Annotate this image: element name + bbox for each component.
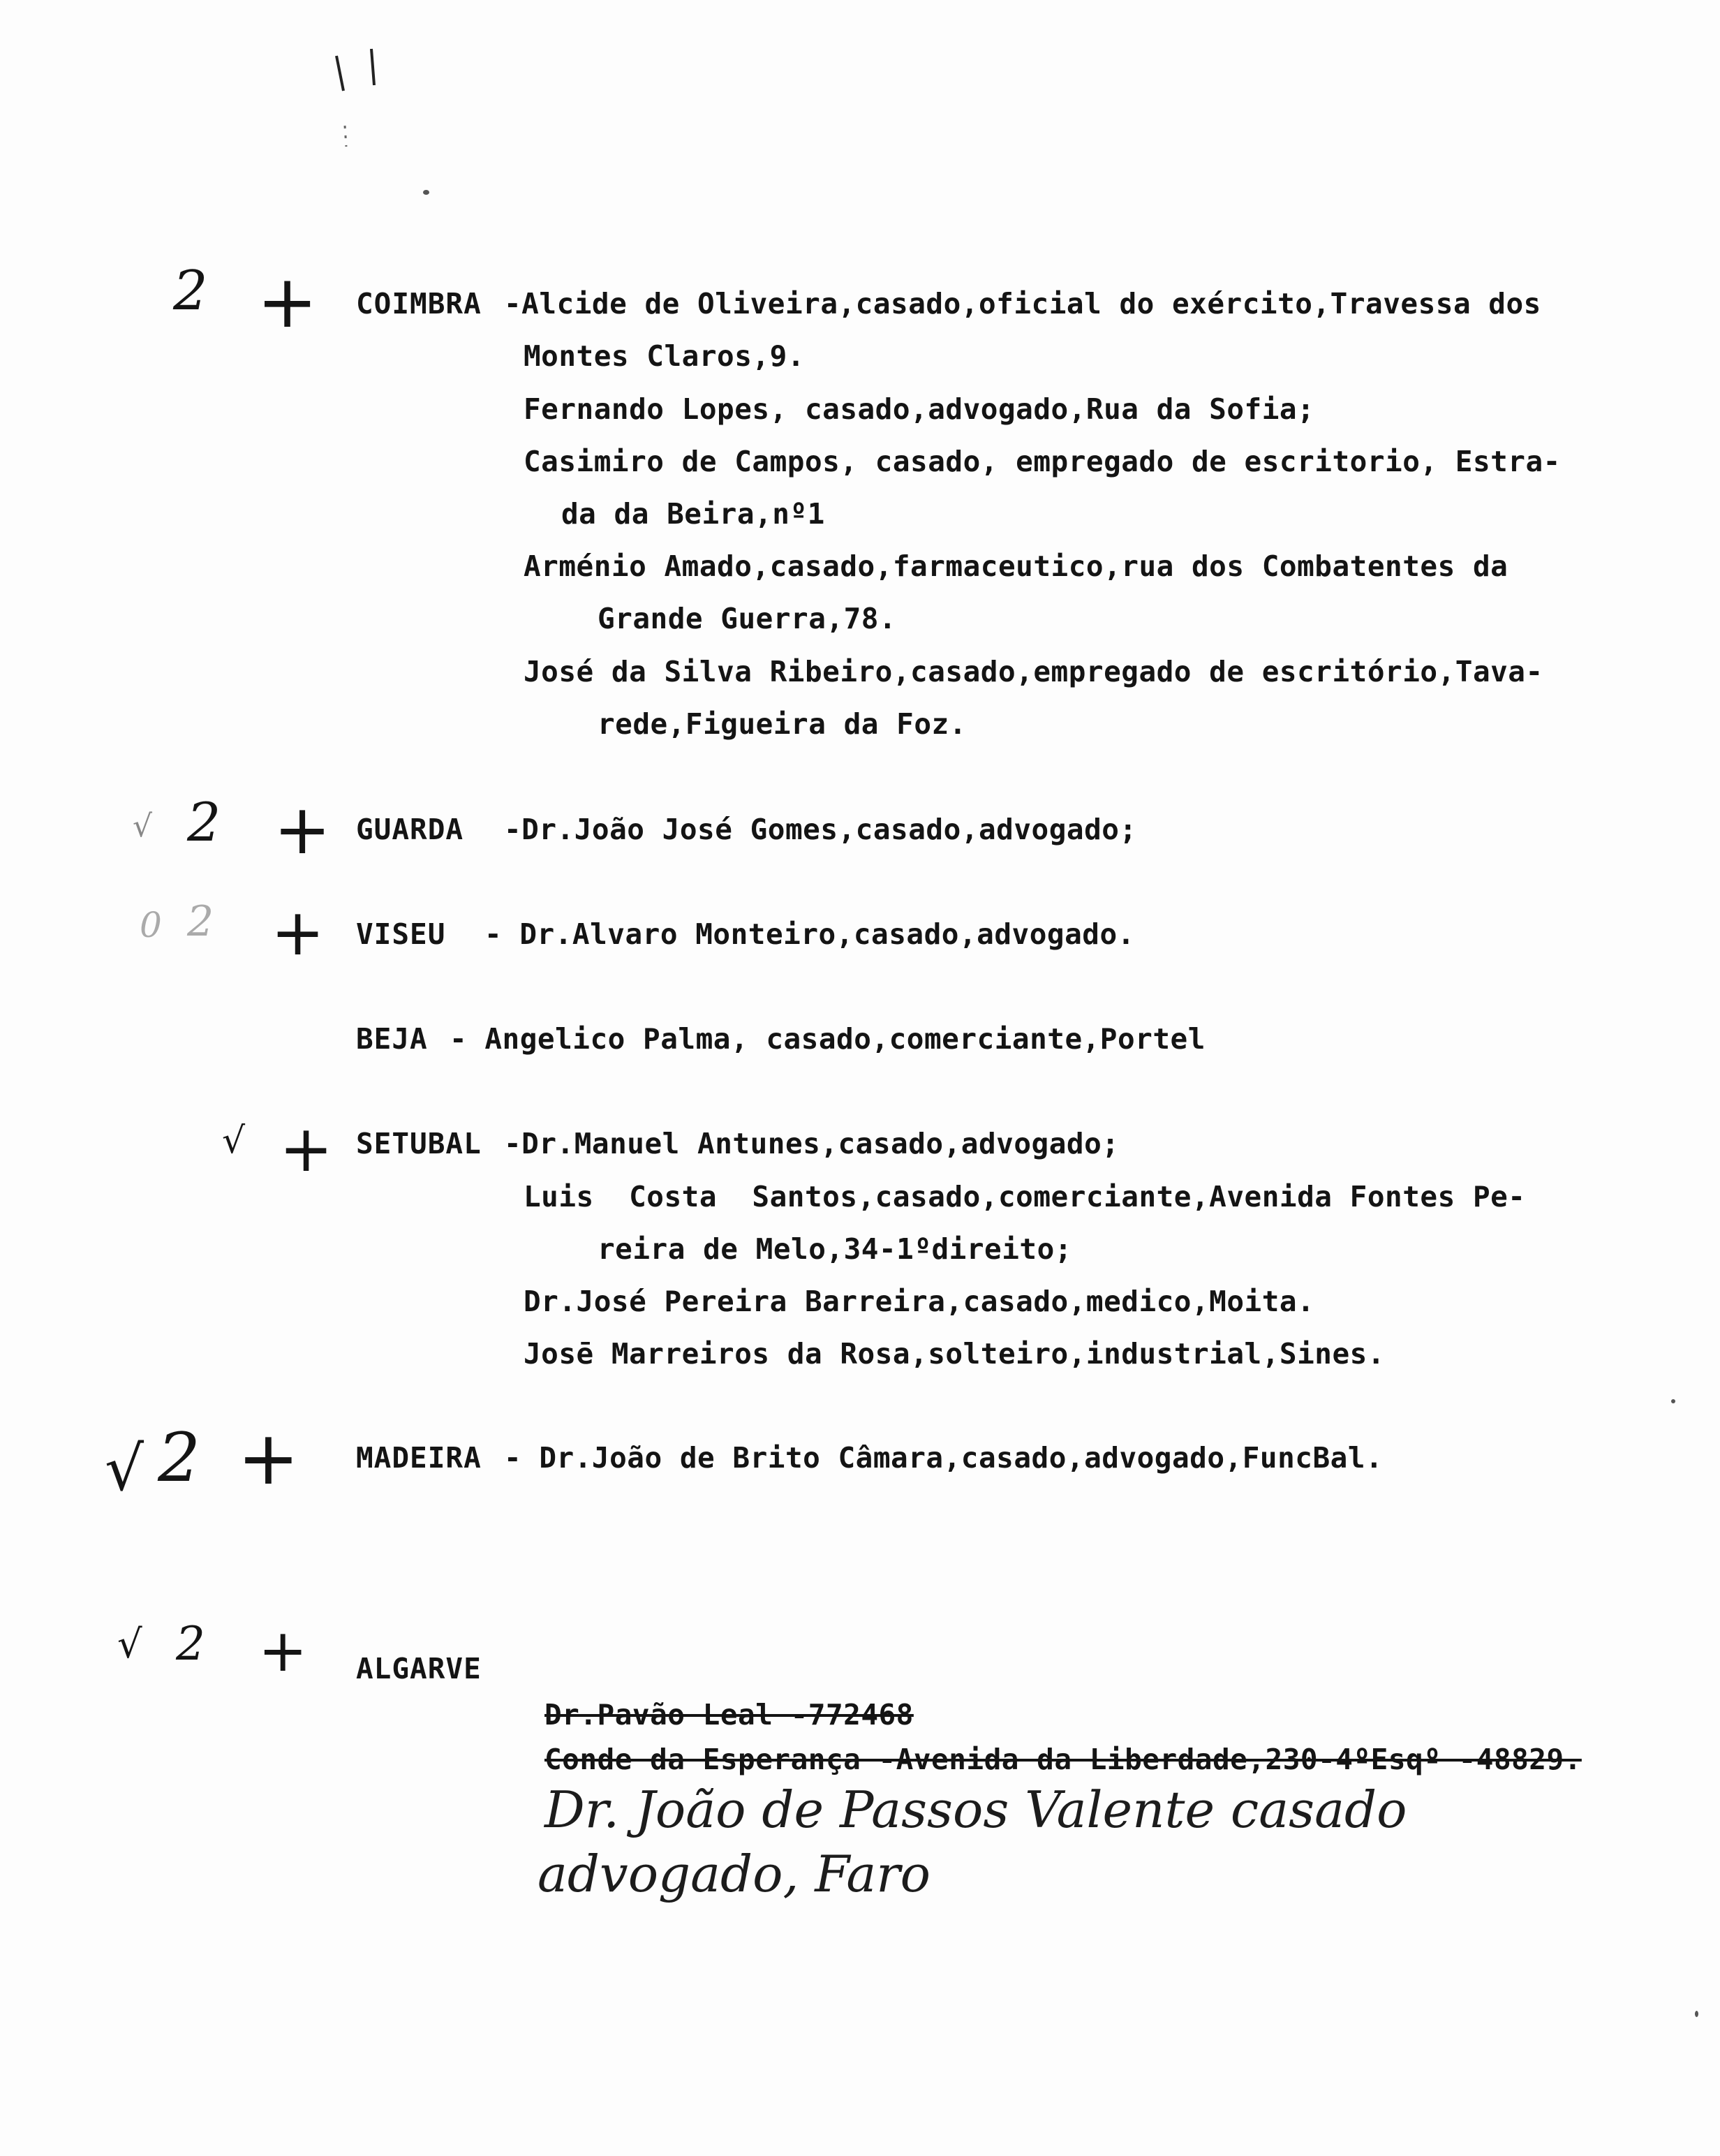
- margin-number-2: 2: [158, 1419, 201, 1497]
- top-pencil-ticks: [328, 42, 412, 168]
- margin-plus-mark: +: [237, 1415, 299, 1501]
- setubal-line-3: reira de Melo,34-1ºdireito;: [598, 1232, 1072, 1266]
- setubal-line-5: Josē Marreiros da Rosa,solteiro,industrial,Sines.: [524, 1337, 1386, 1371]
- margin-plus-mark: +: [274, 790, 332, 870]
- coimbra-line-3: Fernando Lopes, casado,advogado,Rua da Sofia;: [524, 392, 1315, 426]
- coimbra-line-5: da da Beira,nº1: [561, 497, 825, 531]
- section-heading-madeira: MADEIRA: [356, 1441, 482, 1475]
- coimbra-line-9: rede,Figueira da Foz.: [598, 707, 967, 741]
- coimbra-line-6: Arménio Amado,casado,farmaceutico,rua dos Combatentes da: [524, 549, 1508, 583]
- margin-zero-mark: 0: [140, 905, 162, 945]
- setubal-line-2: Luis Costa Santos,casado,comerciante,Avenida Fontes Pe-: [524, 1180, 1526, 1213]
- margin-number-2: 2: [187, 791, 221, 853]
- margin-plus-mark: +: [258, 1616, 308, 1685]
- ink-speck: [1695, 2011, 1698, 2017]
- ink-speck: [1671, 1399, 1675, 1403]
- coimbra-line-8: José da Silva Ribeiro,casado,empregado de escritório,Tava-: [524, 655, 1543, 688]
- margin-check-mark: √: [222, 1120, 246, 1162]
- margin-number-2: 2: [176, 1617, 205, 1671]
- margin-number-2: 2: [187, 897, 214, 946]
- setubal-line-4: Dr.José Pereira Barreira,casado,medico,Moita.: [524, 1285, 1315, 1318]
- margin-number-2: 2: [173, 260, 208, 323]
- handwritten-correction-line-1: Dr. João de Passos Valente casado: [544, 1780, 1407, 1839]
- struck-entry-1: Dr.Pavão Leal -772468: [544, 1698, 914, 1732]
- margin-check-mark: √: [133, 808, 153, 844]
- coimbra-line-2: Montes Claros,9.: [524, 339, 805, 373]
- margin-plus-mark: +: [271, 895, 325, 970]
- margin-check-mark: √: [117, 1622, 142, 1667]
- section-heading-coimbra: COIMBRA: [356, 287, 482, 320]
- section-heading-viseu: VISEU: [356, 917, 446, 951]
- handwritten-correction-line-2: advogado, Faro: [538, 1845, 931, 1903]
- beja-entry: - Angelico Palma, casado,comerciante,Portel: [450, 1022, 1206, 1056]
- margin-plus-mark: +: [279, 1112, 334, 1186]
- coimbra-line-4: Casimiro de Campos, casado, empregado de escritorio, Estra-: [524, 445, 1561, 478]
- viseu-entry: - Dr.Alvaro Monteiro,casado,advogado.: [484, 917, 1135, 951]
- setubal-line-1: -Dr.Manuel Antunes,casado,advogado;: [504, 1127, 1120, 1160]
- coimbra-line-1: -Alcide de Oliveira,casado,oficial do exército,Travessa dos: [504, 287, 1541, 320]
- margin-plus-mark: +: [257, 259, 318, 344]
- section-heading-beja: BEJA: [356, 1022, 428, 1056]
- madeira-entry: - Dr.João de Brito Câmara,casado,advogado,FuncBal.: [504, 1441, 1384, 1475]
- section-heading-guarda: GUARDA: [356, 813, 464, 846]
- section-heading-setubal: SETUBAL: [356, 1127, 482, 1160]
- margin-check-mark: √: [105, 1433, 144, 1505]
- ink-speck: [423, 190, 429, 195]
- section-heading-algarve: ALGARVE: [356, 1652, 482, 1685]
- struck-entry-2: Conde da Esperança -Avenida da Liberdade,230-4ºEsqº -48829.: [544, 1743, 1582, 1776]
- guarda-entry: -Dr.João José Gomes,casado,advogado;: [504, 813, 1137, 846]
- coimbra-line-7: Grande Guerra,78.: [598, 602, 897, 635]
